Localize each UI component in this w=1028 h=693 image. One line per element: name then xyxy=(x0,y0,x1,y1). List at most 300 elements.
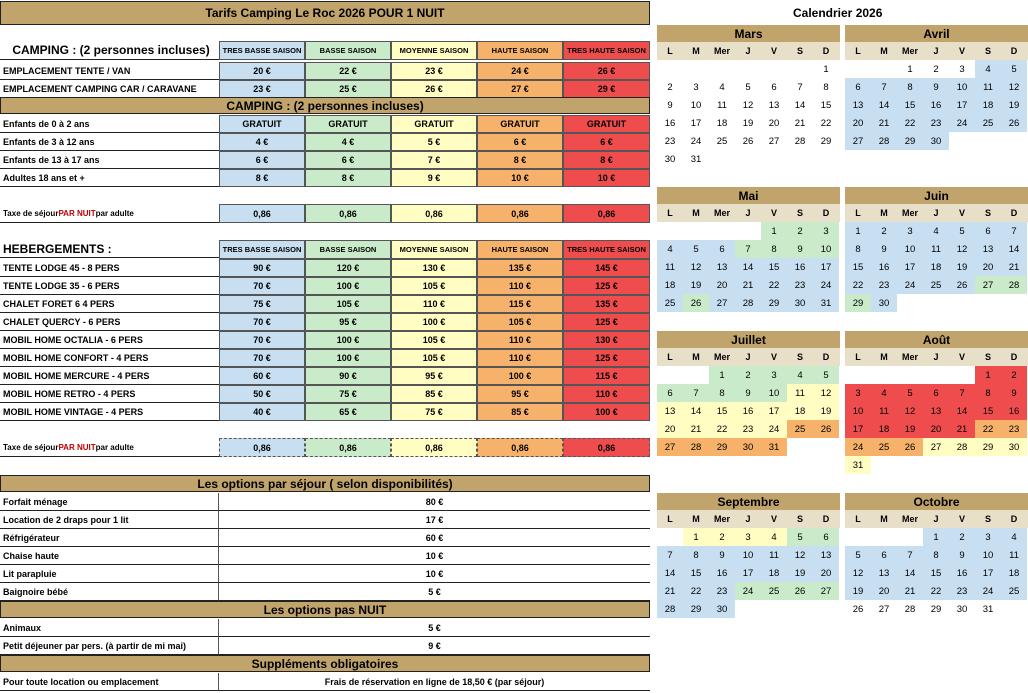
day-cell: 6 xyxy=(771,81,777,93)
season-header: HAUTE SAISON xyxy=(477,41,563,60)
day-cell: 11 xyxy=(657,258,683,276)
day-cell: 1 xyxy=(923,528,949,546)
day-cell: 18 xyxy=(716,117,728,129)
day-cell: 6 xyxy=(975,222,1001,240)
day-blank xyxy=(845,528,871,546)
hebergement-row-price: 100 € xyxy=(305,331,391,349)
weekday-label: J xyxy=(933,352,939,362)
day-cell: 24 xyxy=(949,114,975,132)
option-sejour-label: Chaise haute xyxy=(0,547,219,565)
day-cell: 23 xyxy=(664,135,676,147)
day-cell: 26 xyxy=(1001,114,1027,132)
person-row-price: 4 € xyxy=(305,133,391,151)
day-cell: 24 xyxy=(975,582,1001,600)
weekday-label: J xyxy=(933,46,939,56)
hebergement-row-price: 110 € xyxy=(477,277,563,295)
day-cell: 27 xyxy=(813,582,839,600)
day-cell: 7 xyxy=(735,240,761,258)
day-cell: 17 xyxy=(845,420,871,438)
weekday-label: L xyxy=(855,514,861,524)
day-cell: 8 xyxy=(823,81,829,93)
weekday-label: V xyxy=(770,514,777,524)
day-cell: 2 xyxy=(949,528,975,546)
day-cell: 17 xyxy=(897,258,923,276)
person-row-price: 8 € xyxy=(219,169,305,187)
weekday-label: V xyxy=(958,46,965,56)
day-cell: 27 xyxy=(878,603,890,615)
option-sejour-label: Baignoire bébé xyxy=(0,583,219,601)
weekday-label: J xyxy=(745,46,751,56)
day-cell: 27 xyxy=(657,438,683,456)
hebergement-row-price: 110 € xyxy=(391,295,477,313)
month-name: Juillet xyxy=(657,331,840,348)
taxe-label-b: PAR NUIT xyxy=(58,208,96,218)
hebergement-row-label: CHALET FORET 6 4 PERS xyxy=(0,295,219,313)
season-header: MOYENNE SAISON xyxy=(391,240,477,259)
day-blank xyxy=(657,366,683,384)
day-cell: 3 xyxy=(897,222,923,240)
day-cell: 30 xyxy=(787,294,813,312)
day-cell: 1 xyxy=(845,222,871,240)
person-row-price: 5 € xyxy=(391,133,477,151)
day-cell: 3 xyxy=(975,528,1001,546)
day-cell: 15 xyxy=(897,96,923,114)
hebergement-row-price: 125 € xyxy=(563,313,650,331)
weekday-label: L xyxy=(667,208,673,218)
option-sejour-value: 80 € xyxy=(219,493,650,511)
hebergement-row-price: 70 € xyxy=(219,277,305,295)
hebergement-row-price: 100 € xyxy=(305,277,391,295)
person-row-price: 6 € xyxy=(563,133,650,151)
taxe-value: 0,86 xyxy=(305,204,391,223)
camping-row-price: 26 € xyxy=(391,80,477,98)
day-cell: 27 xyxy=(709,294,735,312)
day-cell: 16 xyxy=(735,402,761,420)
day-cell: 18 xyxy=(1001,564,1027,582)
hebergement-row-label: TENTE LODGE 45 - 8 PERS xyxy=(0,259,219,277)
hebergement-row-label: TENTE LODGE 35 - 6 PERS xyxy=(0,277,219,295)
day-cell: 3 xyxy=(735,528,761,546)
day-cell: 1 xyxy=(975,366,1001,384)
person-row-price: 8 € xyxy=(477,151,563,169)
day-cell: 10 xyxy=(975,546,1001,564)
day-cell: 2 xyxy=(709,528,735,546)
taxe-value: 0,86 xyxy=(391,204,477,223)
supplement-value: Frais de réservation en ligne de 18,50 € (par séjour) xyxy=(219,673,650,691)
day-cell: 26 xyxy=(683,294,709,312)
day-cell: 8 xyxy=(709,384,735,402)
day-cell: 28 xyxy=(871,132,897,150)
hebergement-row-price: 75 € xyxy=(219,295,305,313)
weekday-label: L xyxy=(667,352,673,362)
day-cell: 12 xyxy=(1001,78,1027,96)
weekday-label: Mer xyxy=(901,514,918,524)
month-name: Octobre xyxy=(845,493,1028,510)
day-cell: 13 xyxy=(975,240,1001,258)
day-blank xyxy=(897,366,923,384)
supplement-label: Pour toute location ou emplacement xyxy=(0,673,219,691)
season-header: TRES BASSE SAISON xyxy=(219,240,305,259)
day-cell: 11 xyxy=(975,78,1001,96)
hebergement-row-price: 110 € xyxy=(477,349,563,367)
camping-row-price: 23 € xyxy=(391,62,477,80)
weekday-label: L xyxy=(855,352,861,362)
month-name: Mars xyxy=(657,25,840,42)
day-cell: 23 xyxy=(709,582,735,600)
day-cell: 31 xyxy=(813,294,839,312)
day-cell: 19 xyxy=(813,402,839,420)
day-cell: 17 xyxy=(975,564,1001,582)
camping-row-price: 22 € xyxy=(305,62,391,80)
day-cell: 28 xyxy=(794,135,806,147)
day-blank xyxy=(761,60,787,78)
day-cell: 22 xyxy=(683,582,709,600)
day-cell: 21 xyxy=(794,117,806,129)
day-cell: 24 xyxy=(761,420,787,438)
day-cell: 7 xyxy=(657,546,683,564)
hebergement-row-price: 75 € xyxy=(391,403,477,421)
day-cell: 19 xyxy=(742,117,754,129)
day-blank xyxy=(735,222,761,240)
hebergement-row-price: 100 € xyxy=(391,313,477,331)
day-cell: 20 xyxy=(871,582,897,600)
taxe-value: 0,86 xyxy=(563,438,650,457)
day-cell: 21 xyxy=(871,114,897,132)
day-blank xyxy=(683,222,709,240)
day-blank xyxy=(845,366,871,384)
day-cell: 12 xyxy=(897,402,923,420)
days-grid xyxy=(657,528,840,618)
day-blank xyxy=(787,60,813,78)
supplements-header: Suppléments obligatoires xyxy=(0,655,650,672)
taxe-value: 0,86 xyxy=(219,204,305,223)
day-cell: 26 xyxy=(897,438,923,456)
camping-row-label: EMPLACEMENT TENTE / VAN xyxy=(0,62,219,80)
hebergement-row-label: MOBIL HOME CONFORT - 4 PERS xyxy=(0,349,219,367)
day-cell: 29 xyxy=(897,132,923,150)
season-header: TRES HAUTE SAISON xyxy=(563,240,650,259)
weekday-label: D xyxy=(822,208,830,218)
day-cell: 1 xyxy=(683,528,709,546)
weekday-label: M xyxy=(880,46,888,56)
weekday-label: V xyxy=(958,208,965,218)
day-cell: 25 xyxy=(761,582,787,600)
weekday-label: V xyxy=(958,352,965,362)
day-cell: 30 xyxy=(956,603,968,615)
day-cell: 11 xyxy=(717,99,727,111)
day-blank xyxy=(709,222,735,240)
weekday-row xyxy=(657,510,840,528)
day-cell: 13 xyxy=(657,402,683,420)
day-cell: 14 xyxy=(683,402,709,420)
month-name: Avril xyxy=(845,25,1028,42)
weekday-row xyxy=(657,348,840,366)
person-row-price: 8 € xyxy=(563,151,650,169)
month-0 xyxy=(657,25,840,168)
day-cell: 25 xyxy=(975,114,1001,132)
person-row-price: 6 € xyxy=(305,151,391,169)
day-cell: 6 xyxy=(845,78,871,96)
day-cell: 16 xyxy=(709,564,735,582)
day-cell: 16 xyxy=(871,258,897,276)
taxe-value: 0,86 xyxy=(477,204,563,223)
day-cell: 25 xyxy=(1001,582,1027,600)
day-cell: 23 xyxy=(949,582,975,600)
day-cell: 5 xyxy=(813,366,839,384)
day-cell: 30 xyxy=(871,294,897,312)
hebergement-row-price: 50 € xyxy=(219,385,305,403)
hebergement-row-label: CHALET QUERCY - 6 PERS xyxy=(0,313,219,331)
weekday-label: M xyxy=(880,514,888,524)
hebergement-row-price: 125 € xyxy=(563,277,650,295)
day-cell: 21 xyxy=(657,582,683,600)
day-cell: 9 xyxy=(1001,384,1027,402)
day-cell: 22 xyxy=(845,276,871,294)
day-cell: 5 xyxy=(897,384,923,402)
day-cell: 24 xyxy=(897,276,923,294)
day-cell: 3 xyxy=(959,63,965,75)
day-cell: 2 xyxy=(667,81,673,93)
day-cell: 20 xyxy=(813,564,839,582)
person-row-price: 6 € xyxy=(219,151,305,169)
weekday-label: J xyxy=(933,514,939,524)
day-cell: 11 xyxy=(787,384,813,402)
camping-row-price: 27 € xyxy=(477,80,563,98)
day-cell: 27 xyxy=(923,438,949,456)
person-row-price: GRATUIT xyxy=(305,115,391,133)
day-cell: 10 xyxy=(813,240,839,258)
day-cell: 31 xyxy=(690,153,702,165)
day-cell: 10 xyxy=(761,384,787,402)
month-name: Juin xyxy=(845,187,1028,204)
day-cell: 2 xyxy=(1001,366,1027,384)
weekday-label: Mer xyxy=(713,352,730,362)
day-cell: 24 xyxy=(735,582,761,600)
person-row-label: Adultes 18 ans et + xyxy=(0,169,219,187)
day-cell: 15 xyxy=(709,402,735,420)
month-name: Septembre xyxy=(657,493,840,510)
day-cell: 29 xyxy=(845,294,871,312)
taxe-label xyxy=(0,204,219,223)
taxe-value: 0,86 xyxy=(563,204,650,223)
month-1 xyxy=(845,25,1028,150)
day-cell: 15 xyxy=(820,99,832,111)
weekday-label: M xyxy=(692,46,700,56)
option-sejour-value: 10 € xyxy=(219,547,650,565)
day-cell: 14 xyxy=(794,99,806,111)
option-sejour-value: 17 € xyxy=(219,511,650,529)
weekday-label: D xyxy=(1010,208,1018,218)
weekday-label: S xyxy=(984,352,991,362)
weekday-label: M xyxy=(692,208,700,218)
weekday-label: M xyxy=(692,352,700,362)
camping-row-price: 20 € xyxy=(219,62,305,80)
option-sejour-label: Lit parapluie xyxy=(0,565,219,583)
hebergements-header: HEBERGEMENTS : xyxy=(0,241,219,258)
day-cell: 14 xyxy=(871,96,897,114)
weekday-label: D xyxy=(1010,352,1018,362)
day-cell: 26 xyxy=(852,603,864,615)
day-cell: 6 xyxy=(657,384,683,402)
taxe-value: 0,86 xyxy=(477,438,563,457)
weekday-label: L xyxy=(855,46,861,56)
day-cell: 8 xyxy=(845,240,871,258)
taxe-value: 0,86 xyxy=(219,438,305,457)
hebergement-row-price: 145 € xyxy=(563,259,650,277)
day-cell: 13 xyxy=(845,96,871,114)
person-row-price: 10 € xyxy=(563,169,650,187)
day-cell: 5 xyxy=(845,546,871,564)
hebergement-row-price: 115 € xyxy=(477,295,563,313)
hebergement-row-price: 70 € xyxy=(219,331,305,349)
day-cell: 12 xyxy=(683,258,709,276)
person-row-price: GRATUIT xyxy=(563,115,650,133)
day-cell: 2 xyxy=(933,63,939,75)
day-cell: 24 xyxy=(690,135,702,147)
hebergement-row-price: 110 € xyxy=(477,331,563,349)
day-cell: 18 xyxy=(923,258,949,276)
day-cell: 4 xyxy=(1001,528,1027,546)
day-cell: 11 xyxy=(1001,546,1027,564)
weekday-row xyxy=(657,204,840,222)
weekday-label: L xyxy=(667,514,673,524)
day-cell: 29 xyxy=(709,438,735,456)
day-cell: 20 xyxy=(923,420,949,438)
day-cell: 30 xyxy=(1001,438,1027,456)
day-cell: 15 xyxy=(761,258,787,276)
option-sejour-value: 10 € xyxy=(219,565,650,583)
day-cell: 23 xyxy=(923,114,949,132)
day-cell: 7 xyxy=(949,384,975,402)
hebergement-row-price: 105 € xyxy=(391,349,477,367)
option-nuit-label: Petit déjeuner par pers. (à partir de mi mai) xyxy=(0,637,219,655)
weekday-label: S xyxy=(984,46,991,56)
weekday-label: V xyxy=(770,46,777,56)
taxe-value: 0,86 xyxy=(305,438,391,457)
day-cell: 8 xyxy=(975,384,1001,402)
weekday-label: S xyxy=(796,46,803,56)
day-cell: 22 xyxy=(975,420,1001,438)
day-cell: 8 xyxy=(683,546,709,564)
hebergement-row-price: 95 € xyxy=(391,367,477,385)
day-cell: 30 xyxy=(923,132,949,150)
day-cell: 26 xyxy=(949,276,975,294)
hebergement-row-label: MOBIL HOME MERCURE - 4 PERS xyxy=(0,367,219,385)
weekday-row xyxy=(845,42,1028,60)
taxe-label-a: Taxe de séjour xyxy=(3,208,59,218)
weekday-label: V xyxy=(958,514,965,524)
option-nuit-value: 5 € xyxy=(219,619,650,637)
option-sejour-label: Réfrigérateur xyxy=(0,529,219,547)
weekday-label: D xyxy=(1010,514,1018,524)
hebergement-row-price: 105 € xyxy=(477,313,563,331)
hebergement-row-price: 100 € xyxy=(305,349,391,367)
day-blank xyxy=(871,366,897,384)
day-cell: 31 xyxy=(761,438,787,456)
day-cell: 31 xyxy=(982,603,994,615)
day-cell: 10 xyxy=(897,240,923,258)
day-cell: 15 xyxy=(683,564,709,582)
day-cell: 13 xyxy=(813,546,839,564)
day-cell: 4 xyxy=(787,366,813,384)
camping-row-label: EMPLACEMENT CAMPING CAR / CARAVANE xyxy=(0,80,219,98)
day-cell: 18 xyxy=(975,96,1001,114)
day-blank xyxy=(657,528,683,546)
option-nuit-label: Animaux xyxy=(0,619,219,637)
camping-row-price: 23 € xyxy=(219,80,305,98)
day-cell: 15 xyxy=(975,402,1001,420)
day-cell: 15 xyxy=(923,564,949,582)
day-cell: 11 xyxy=(761,546,787,564)
day-cell: 1 xyxy=(823,63,829,75)
weekday-label: D xyxy=(822,352,830,362)
days-grid xyxy=(845,222,1028,312)
day-cell: 11 xyxy=(923,240,949,258)
weekday-label: V xyxy=(770,208,777,218)
hebergement-row-price: 60 € xyxy=(219,367,305,385)
days-grid xyxy=(657,60,840,168)
weekday-row xyxy=(657,42,840,60)
day-cell: 6 xyxy=(709,240,735,258)
day-cell: 27 xyxy=(768,135,780,147)
weekday-label: L xyxy=(855,208,861,218)
day-cell: 17 xyxy=(735,564,761,582)
person-row-label: Enfants de 0 à 2 ans xyxy=(0,115,219,133)
taxe-label-a: Taxe de séjour xyxy=(3,442,59,452)
hebergement-row-price: 135 € xyxy=(563,295,650,313)
weekday-label: J xyxy=(933,208,939,218)
day-cell: 17 xyxy=(761,402,787,420)
day-cell: 3 xyxy=(813,222,839,240)
day-cell: 6 xyxy=(871,546,897,564)
day-cell: 28 xyxy=(949,438,975,456)
day-cell: 16 xyxy=(787,258,813,276)
hebergement-row-price: 105 € xyxy=(391,277,477,295)
weekday-label: M xyxy=(880,352,888,362)
day-cell: 9 xyxy=(667,99,673,111)
day-blank xyxy=(683,60,709,78)
season-header: MOYENNE SAISON xyxy=(391,41,477,60)
option-sejour-label: Location de 2 draps pour 1 lit xyxy=(0,511,219,529)
person-row-price: GRATUIT xyxy=(477,115,563,133)
days-grid xyxy=(845,366,1028,474)
day-cell: 24 xyxy=(813,276,839,294)
hebergement-row-price: 40 € xyxy=(219,403,305,421)
hebergement-row-price: 65 € xyxy=(305,403,391,421)
day-cell: 4 xyxy=(657,240,683,258)
month-4 xyxy=(657,331,840,456)
day-cell: 19 xyxy=(1001,96,1027,114)
days-grid xyxy=(845,60,1028,150)
hebergement-row-price: 95 € xyxy=(305,313,391,331)
page-title: Tarifs Camping Le Roc 2026 POUR 1 NUIT xyxy=(0,1,650,25)
day-cell: 17 xyxy=(813,258,839,276)
person-row-label: Enfants de 13 à 17 ans xyxy=(0,151,219,169)
day-cell: 13 xyxy=(923,402,949,420)
season-header: TRES BASSE SAISON xyxy=(219,41,305,60)
options-sejour-header: Les options par séjour ( selon disponibilités) xyxy=(0,475,650,492)
days-grid xyxy=(845,528,1028,618)
weekday-row xyxy=(845,204,1028,222)
hebergement-row-price: 85 € xyxy=(477,403,563,421)
weekday-label: S xyxy=(984,208,991,218)
day-cell: 5 xyxy=(745,81,751,93)
day-cell: 5 xyxy=(683,240,709,258)
day-cell: 12 xyxy=(845,564,871,582)
day-cell: 19 xyxy=(949,258,975,276)
day-cell: 9 xyxy=(949,546,975,564)
day-cell: 4 xyxy=(871,384,897,402)
